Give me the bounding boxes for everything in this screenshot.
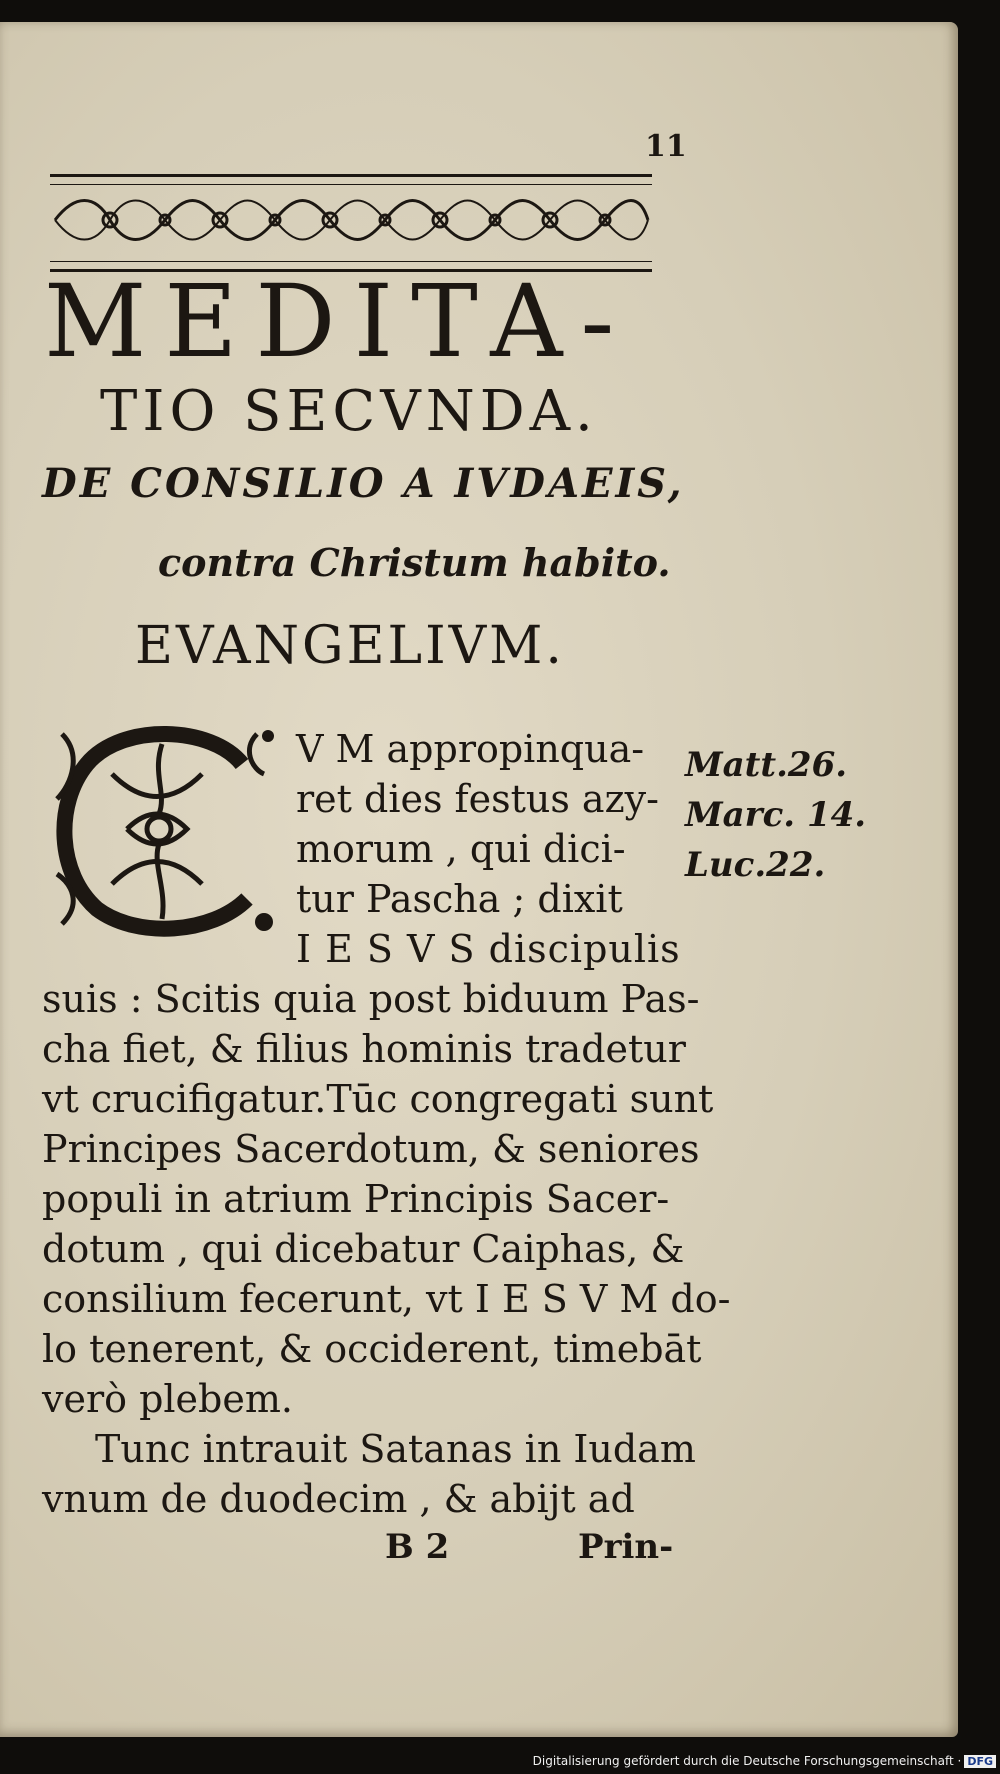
dfg-logo-icon: DFG	[964, 1755, 996, 1768]
title-line-3: DE CONSILIO A IVDAEIS,	[42, 460, 685, 507]
page-number: 11	[645, 129, 687, 164]
body-line: V M appropinqua-	[296, 727, 645, 771]
headpiece-ornament-icon	[50, 189, 652, 251]
title-line-4: contra Christum habito.	[158, 540, 671, 585]
title-line-1: MEDITA-	[44, 263, 633, 380]
title-line-2: TIO SECVNDA.	[100, 379, 598, 444]
body-line: ret dies festus azy-	[296, 777, 659, 821]
ornamental-headpiece	[50, 174, 652, 272]
body-line: lo tenerent, & occiderent, timebāt	[42, 1327, 702, 1371]
body-line: vnum de duodecim , & abijt ad	[42, 1477, 635, 1521]
body-line: I E S V S discipulis	[296, 927, 681, 971]
body-line: Principes Sacerdotum, & seniores	[42, 1127, 700, 1171]
body-line: consilium fecerunt, vt I E S V M do-	[42, 1277, 731, 1321]
body-line: cha fiet, & filius hominis tradetur	[42, 1027, 686, 1071]
body-line: morum , qui dici-	[296, 827, 626, 871]
body-line: verò plebem.	[42, 1377, 293, 1421]
body-line: Tunc intrauit Satanas in Iudam	[95, 1427, 696, 1471]
ornate-initial-icon	[42, 714, 277, 944]
decorated-initial	[42, 714, 277, 944]
margin-reference: Marc. 14.	[685, 795, 867, 835]
body-line: vt crucifigatur.Tūc congregati sunt	[42, 1077, 714, 1121]
body-line: dotum , qui dicebatur Caiphas, &	[42, 1227, 685, 1271]
credit-text: Digitalisierung gefördert durch die Deutsche Forschungsgemeinschaft ·	[532, 1754, 962, 1768]
margin-reference: Luc.22.	[685, 845, 826, 885]
body-line: populi in atrium Principis Sacer-	[42, 1177, 670, 1221]
book-page	[0, 22, 958, 1737]
margin-reference: Matt.26.	[685, 745, 848, 785]
body-line: suis : Scitis quia post biduum Pas-	[42, 977, 700, 1021]
section-heading: EVANGELIVM.	[135, 616, 565, 676]
digitization-credit	[533, 1754, 996, 1768]
body-line: tur Pascha ; dixit	[296, 877, 623, 921]
signature-mark: B 2	[385, 1527, 450, 1567]
catchword: Prin-	[578, 1527, 674, 1567]
